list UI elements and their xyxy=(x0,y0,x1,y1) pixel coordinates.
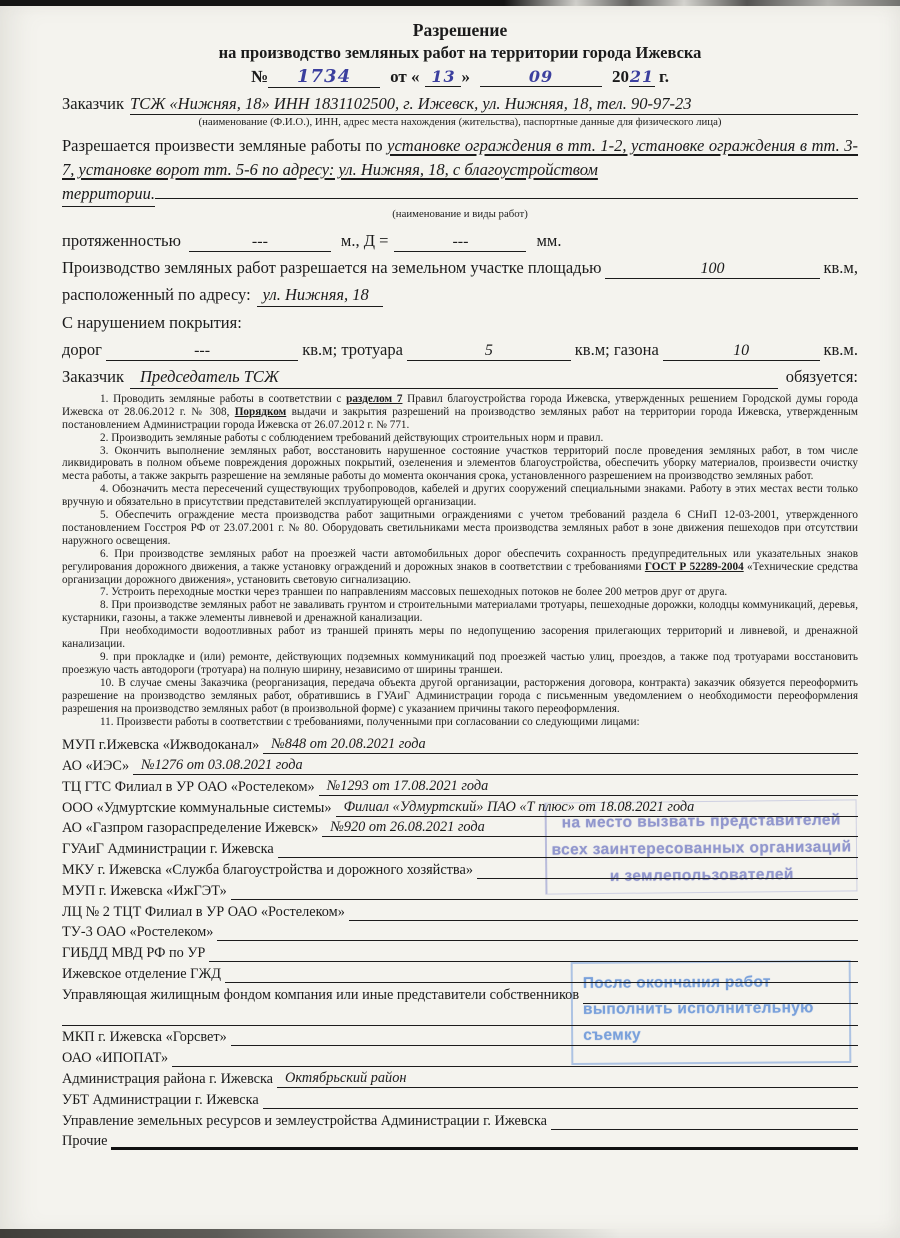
approval-row xyxy=(62,1046,858,1067)
approval-label: ГИБДД МВД РФ по УР xyxy=(62,945,206,962)
document-subtitle: на производство земляных работ на территории города Ижевска xyxy=(218,43,702,62)
approval-label: МКУ г. Ижевска «Служба благоустройства и дорожного хозяйства» xyxy=(62,862,473,879)
stamp-line: всех заинтересованных организаций xyxy=(551,838,852,859)
area-row xyxy=(62,257,858,279)
sidewalk-label: кв.м; тротуара xyxy=(302,339,403,359)
clause-paragraph xyxy=(62,716,858,729)
works-tail: территории. xyxy=(62,182,155,207)
clause-paragraph xyxy=(62,677,858,716)
approval-label: Управление земельных ресурсов и землеустройства Администрации г. Ижевска xyxy=(62,1112,547,1129)
approval-label: ОАО «ИПОПАТ» xyxy=(62,1050,169,1067)
clause-text: 5. Обеспечить ограждение места производства работ защитными ограждениями с учетом требований раздела 6 СНиП 12-03-2001, утвержденного постановлением Госстроя РФ от 23.07.2001 г. № 80. Оборудовать светильниками места производства земляных работ в зоне движения пешеходов при отсутствии наружного освещения. xyxy=(62,509,858,547)
approval-value-field: №1293 от 17.08.2021 года xyxy=(319,777,858,796)
coverage-header: С нарушением покрытия: xyxy=(62,312,242,332)
area-unit: кв.м, xyxy=(823,257,858,277)
number-handwritten: 1734 xyxy=(297,66,352,87)
stamp-line: После окончания работ xyxy=(582,973,771,992)
approval-label: МУП г.Ижевска «Ижводоканал» xyxy=(62,737,260,754)
clause-text: 8. При производстве земляных работ не заваливать грунтом и строительными материалами тротуары, пешеходные дорожки, колодцы коммуникаций, деревья, кустарники, газоны, а также элементы ливневой и дренажной канализации. xyxy=(62,599,858,625)
obligation-suffix: обязуется: xyxy=(785,366,858,386)
year-prefix: 20 xyxy=(611,67,629,86)
diameter-label: м., Д = xyxy=(340,230,389,250)
approval-row xyxy=(62,879,858,900)
approval-label: МУП г. Ижевска «ИжГЭТ» xyxy=(62,882,227,899)
approval-value-field xyxy=(278,857,858,858)
clause-paragraph xyxy=(62,432,858,445)
stamp-line: и землепользователей xyxy=(609,866,794,885)
clause-text: 2. Производить земляные работы с соблюдением требований действующих строительных норм и правил. xyxy=(100,431,604,444)
clause-text: 6. При производстве земляных работ на проезжей части автомобильных дорог обеспечить сохранность предупредительных или указательных знаков регулирования дорожного движения, а также установку ограждений и дорожных знаков в соответствии с требованиями xyxy=(62,547,858,573)
approval-row xyxy=(62,1130,858,1151)
clause-text: 10. В случае смены Заказчика (реорганизация, передача объекта другой организации, расторжения договора, контракта) заказчик обязуется переоформить разрешение на производство земляных работ, обратившись в ГУАиГ Администрации города с письменным уведомлением о необходимости переоформления разрешения на производство земляных работ (в произвольной форме) с указанием причины такого переоформления. xyxy=(62,676,858,715)
diameter-field xyxy=(394,232,526,252)
clause-text: При необходимости водоотливных работ из траншей принять меры по недопущению засорения прилегающих территорий и ливневой, и дренажной канализации. xyxy=(62,625,858,651)
clause-paragraph xyxy=(62,509,858,548)
address-label: расположенный по адресу: xyxy=(62,284,251,304)
clause-paragraph xyxy=(62,651,858,677)
customer-label: Заказчик xyxy=(62,93,125,113)
approval-value-field: №1276 от 03.08.2021 года xyxy=(133,756,858,775)
approval-value-field xyxy=(111,1147,858,1150)
road-label: дорог xyxy=(62,339,102,359)
clause-text: Правил благоустройства города Ижевска, утвержденных решением Городской думы города Ижевска от 28.06.2012 г. № 308, xyxy=(62,392,858,418)
stamp-line: съемку xyxy=(583,1026,641,1044)
approval-label: АО «ИЭС» xyxy=(62,758,130,775)
approval-row xyxy=(62,796,858,817)
approval-label: АО «Газпром газораспределение Ижевск» xyxy=(62,820,319,837)
works-value: установке ограждения в тт. 1-2, установке ограждения в тт. 3-7, установке ворот тт. 5-6 по адресу: ул. Нижняя, 18, с благоустройством xyxy=(62,135,859,179)
day-field xyxy=(425,68,461,87)
approval-label: ООО «Удмуртские коммунальные системы» xyxy=(62,799,332,816)
clause-text: 7. Устроить переходные мостки через траншеи по направлениям массовых пешеходных потоков не более 200 метров друг от друга. xyxy=(100,586,728,599)
stamp-line: на место вызвать представителей xyxy=(561,811,841,832)
coverage-row xyxy=(62,339,858,361)
year-field xyxy=(629,68,655,87)
document-number-row xyxy=(62,67,858,88)
approval-label: Управляющая жилищным фондом компания или иные представители собственников xyxy=(62,986,580,1003)
length-row xyxy=(62,230,858,252)
approval-value-field xyxy=(217,940,858,941)
works-tail-row xyxy=(62,182,858,207)
approval-value-field: №848 от 20.08.2021 года xyxy=(263,735,858,754)
approval-value-field xyxy=(349,920,858,921)
clause-paragraph xyxy=(62,625,858,651)
approval-row xyxy=(62,1026,858,1047)
coverage-header-row xyxy=(62,312,858,334)
area-value: 100 xyxy=(700,259,725,277)
customer-caption: (наименование (Ф.И.О.), ИНН, адрес места нахождения (жительства), паспортные данные для физического лица) xyxy=(198,115,722,128)
day-handwritten: 13 xyxy=(431,67,456,86)
approval-row xyxy=(62,962,858,983)
approval-value-field xyxy=(583,1003,858,1004)
clause-reference: Порядком xyxy=(234,405,287,418)
clause-paragraph xyxy=(62,548,858,587)
approvals-list xyxy=(62,733,858,1150)
approval-value-field xyxy=(477,878,858,879)
lawn-label: кв.м; газона xyxy=(574,339,659,359)
address-value: ул. Нижняя, 18 xyxy=(257,284,383,307)
approval-value-field xyxy=(551,1129,858,1130)
stamp-line: выполнить исполнительную xyxy=(582,999,814,1018)
clause-text: 3. Окончить выполнение земляных работ, восстановить нарушенное состояние участков территорий после проведения земляных работ, в том числе ликвидировать в полном объеме повреждения дорожных покрытий, озеленения и элементов благоустройства, обеспечить уборку материалов, произвести очистку места работы, а также закрыть разрешение на земляные работы до момента окончания срока, установленного разрешением на производство земляных работ. xyxy=(62,444,858,483)
obligation-label: Заказчик xyxy=(62,366,125,386)
lawn-value: 10 xyxy=(733,341,750,359)
address-row xyxy=(62,284,858,307)
approval-label: ГУАиГ Администрации г. Ижевска xyxy=(62,841,274,858)
clause-paragraph xyxy=(62,393,858,432)
approval-value-field xyxy=(209,961,858,962)
ot-label: от « xyxy=(390,67,420,86)
approval-value-field: Октябрьский район xyxy=(277,1069,858,1088)
approval-label: ЛЦ № 2 ТЦТ Филиал в УР ОАО «Ростелеком» xyxy=(62,903,345,920)
area-label: Производство земляных работ разрешается на земельном участке площадью xyxy=(62,257,602,277)
approval-label: Администрация района г. Ижевска xyxy=(62,1071,274,1087)
approval-value-field: Филиал «Удмуртский» ПАО «Т плюс» от 18.08.2021 года xyxy=(336,798,858,817)
approval-label: УБТ Администрации г. Ижевска xyxy=(62,1091,259,1108)
area-field xyxy=(605,259,819,279)
approval-label: МКП г. Ижевска «Горсвет» xyxy=(62,1029,227,1046)
works-description xyxy=(62,134,858,182)
number-field xyxy=(268,68,380,88)
scan-edge-bottom xyxy=(0,1229,620,1238)
lawn-unit: кв.м. xyxy=(823,339,858,359)
works-tail-line xyxy=(155,198,858,199)
clause-reference: разделом 7 xyxy=(346,392,403,405)
road-field xyxy=(106,341,298,361)
diameter-value: --- xyxy=(452,232,469,250)
approval-value-field xyxy=(263,1108,858,1109)
clause-text: «Технические средства организации дорожного движения», установить световую сигнализацию. xyxy=(62,560,859,586)
clause-text: выдачи и закрытия разрешений на производство земляных работ на территории города Ижевска, утвержденным постановлением Администрации города Ижевска от 26.07.2012 г. № 771. xyxy=(62,405,859,431)
clause-paragraph xyxy=(62,445,858,484)
approval-continuation-line xyxy=(62,1004,858,1026)
approval-row xyxy=(62,837,858,858)
approval-value-field xyxy=(225,982,858,983)
approval-row xyxy=(62,858,858,879)
approval-row xyxy=(62,941,858,962)
customer-field xyxy=(130,94,858,115)
clause-paragraph xyxy=(62,586,858,599)
works-lead: Разрешается произвести земляные работы по xyxy=(62,135,388,155)
customer-value: ТСЖ «Нижняя, 18» ИНН 1831102500, г. Ижевск, ул. Нижняя, 18, тел. 90-97-23 xyxy=(130,93,692,113)
length-field xyxy=(189,232,331,252)
approval-row xyxy=(62,900,858,921)
approval-row xyxy=(62,733,858,754)
approval-label: ТЦ ГТС Филиал в УР ОАО «Ростелеком» xyxy=(62,778,315,795)
diameter-unit: мм. xyxy=(536,230,562,250)
year-suffix: г. xyxy=(658,67,670,86)
approval-row xyxy=(62,775,858,796)
clause-reference: ГОСТ Р 52289-2004 xyxy=(644,560,744,573)
customer-row xyxy=(62,94,858,115)
road-value: --- xyxy=(194,341,211,359)
length-value: --- xyxy=(251,232,268,250)
month-field xyxy=(480,68,602,87)
approval-value-field xyxy=(231,1045,858,1046)
month-handwritten: 09 xyxy=(528,67,554,86)
obligation-value: Председатель ТСЖ xyxy=(140,366,280,386)
document-title: Разрешение xyxy=(412,20,508,40)
approval-row xyxy=(62,1109,858,1130)
approval-row xyxy=(62,921,858,942)
sidewalk-field xyxy=(407,341,571,361)
clause-text: 11. Произвести работы в соответствии с требованиями, полученными при согласовании со следующими лицами: xyxy=(100,715,640,728)
approval-row xyxy=(62,1088,858,1109)
clause-paragraph xyxy=(62,599,858,625)
clause-text: 4. Обозначить места пересечений существующих трубопроводов, кабелей и других сооружений специальными знаками. Работу в этих местах вести только вручную и обязательно в присутствии представителей эксплуатирующей организации. xyxy=(62,483,858,509)
clause-text: 1. Проводить земляные работы в соответствии с xyxy=(100,392,347,405)
lawn-field xyxy=(663,341,820,361)
obligation-row xyxy=(62,366,858,389)
approval-value-field: №920 от 26.08.2021 года xyxy=(322,818,858,837)
clause-paragraph xyxy=(62,483,858,509)
year-handwritten: 21 xyxy=(629,67,655,86)
approval-value-field xyxy=(172,1066,858,1067)
approval-label: Прочие xyxy=(62,1133,108,1150)
approval-row xyxy=(62,754,858,775)
clause-text: 9. при прокладке и (или) ремонте, действующих подземных коммуникаций под проезжей частью улиц, проездов, а также под тротуарами восстановить проезжую часть автодороги (тротуара) на полную ширину, независимо от ширины траншеи. xyxy=(62,651,858,676)
approval-row xyxy=(62,817,858,838)
close-quote: » xyxy=(461,67,470,86)
approval-label: Ижевское отделение ГЖД xyxy=(62,966,222,983)
sidewalk-value: 5 xyxy=(484,341,493,359)
approval-row xyxy=(62,1067,858,1088)
approval-value-field xyxy=(231,899,858,900)
obligation-clauses xyxy=(62,393,858,729)
works-caption: (наименование и виды работ) xyxy=(392,207,528,220)
number-sign: № xyxy=(250,67,269,86)
approval-label: ТУ-3 ОАО «Ростелеком» xyxy=(62,924,214,941)
length-label: протяженностью xyxy=(62,230,181,250)
approval-row xyxy=(62,983,858,1004)
obligation-field xyxy=(130,366,778,389)
